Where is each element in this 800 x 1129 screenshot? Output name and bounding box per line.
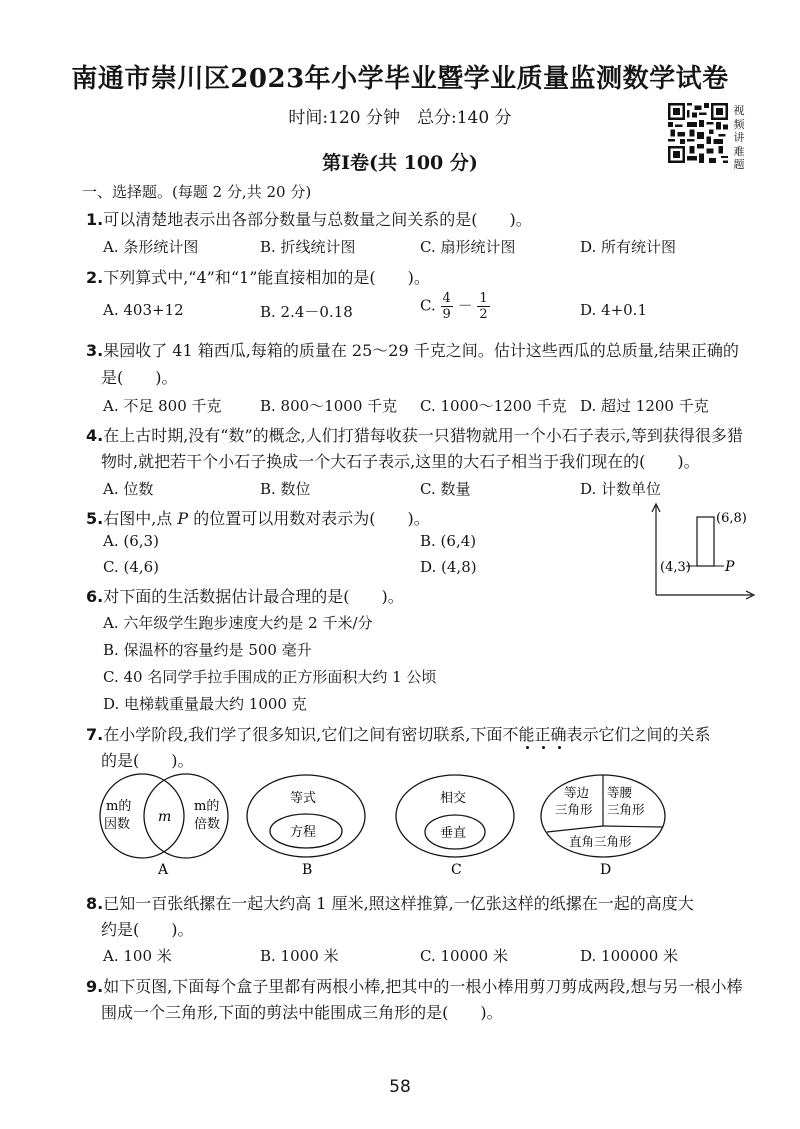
option-d: D. 计数单位 <box>580 480 662 498</box>
question-number: 8. <box>86 894 104 913</box>
venn-label: 垂直 <box>440 826 467 841</box>
question-number: 9. <box>86 977 104 996</box>
rectangle-shape <box>697 517 714 566</box>
venn-label: 直角三角形 <box>569 834 632 849</box>
question-9-line2: 围成一个三角形,下面的剪法中能围成三角形的是( )。 <box>101 1003 503 1022</box>
option-c: C. 扇形统计图 <box>420 238 516 256</box>
question-number: 5. <box>86 509 104 528</box>
venn-label: m <box>158 809 172 825</box>
venn-label: 因数 <box>104 817 131 832</box>
emphasis-char: 确 <box>550 725 567 744</box>
figure-a <box>100 774 228 878</box>
question-4-line2: 物时,就把若干个小石子换成一个大石子表示,这里的大石子相当于我们现在的( )。 <box>101 452 700 471</box>
option-c: C. 数量 <box>420 480 471 498</box>
figure-label: B <box>302 862 313 878</box>
venn-label: 方程 <box>290 825 317 840</box>
question-number: 6. <box>86 587 104 606</box>
figure-b <box>247 775 365 878</box>
question-7 <box>86 722 711 745</box>
option-c: C. (4,6) <box>103 558 160 576</box>
option-c <box>420 291 490 322</box>
figure-label: A <box>158 862 169 878</box>
question-text: 下列算式中,“4”和“1”能直接相加的是( )。 <box>103 268 430 287</box>
question-text: 在上古时期,没有“数”的概念,人们打猎每收获一只猎物就用一个小石子表示,等到获得很多猎 <box>103 426 743 445</box>
coordinate-figure <box>640 500 760 605</box>
question-5 <box>86 506 430 529</box>
option-c: C. 40 名同学手拉手围成的正方形面积大约 1 公顷 <box>103 668 437 686</box>
emphasis-char: 正 <box>534 725 551 744</box>
question-text: 如下页图,下面每个盒子里都有两根小棒,把其中的一根小棒用剪刀剪成两段,想与另一根小棒 <box>103 977 743 996</box>
option-d: D. (4,8) <box>420 558 477 576</box>
question-8 <box>86 891 694 914</box>
question-text: 可以清楚地表示出各部分数量与总数量之间关系的是( )。 <box>103 210 532 229</box>
option-a: A. 条形统计图 <box>103 238 199 256</box>
option-d: D. 电梯载重量最大约 1000 克 <box>103 695 307 713</box>
fraction-one-half: $\frac{1}{2}$ <box>479 291 488 322</box>
option-a: A. 六年级学生跑步速度大约是 2 千米/分 <box>103 614 373 632</box>
label-p: P <box>725 559 735 575</box>
venn-label: 等边 <box>564 785 590 800</box>
option-a: A. (6,3) <box>103 532 159 550</box>
option-b: B. 保温杯的容量约是 500 毫升 <box>103 641 312 659</box>
question-number: 3. <box>86 341 104 360</box>
venn-label: 倍数 <box>194 817 221 832</box>
venn-label: 三角形 <box>555 802 593 817</box>
question-7-line2: 的是( )。 <box>101 751 194 770</box>
figure-label: D <box>600 862 612 878</box>
venn-label: 相交 <box>440 791 467 806</box>
question-text: 对下面的生活数据估计最合理的是( )。 <box>103 587 404 606</box>
venn-label: 等式 <box>290 791 317 806</box>
question-1 <box>86 207 532 230</box>
question-text: 在小学阶段,我们学了很多知识,它们之间有密切联系,下面不 <box>103 725 519 744</box>
venn-figures <box>90 770 690 880</box>
question-text: 的位置可以用数对表示为( )。 <box>188 509 430 528</box>
venn-label: 三角形 <box>607 802 645 817</box>
option-d: D. 4+0.1 <box>580 301 647 319</box>
emphasis-char: 能 <box>518 725 535 744</box>
figure-c <box>396 775 514 878</box>
label-6-8: (6,8) <box>716 511 747 526</box>
option-d: D. 100000 米 <box>580 947 679 965</box>
exam-time-score: 时间:120 分钟 总分:140 分 <box>288 108 512 128</box>
page-number: 58 <box>389 1077 411 1097</box>
venn-label: m的 <box>194 799 220 814</box>
option-a: A. 不足 800 千克 <box>103 397 222 415</box>
option-b: B. (6,4) <box>420 532 477 550</box>
question-3 <box>86 338 739 361</box>
option-b: B. 800～1000 千克 <box>260 397 398 415</box>
question-text: 表示它们之间的关系 <box>566 725 711 744</box>
question-text: 果园收了 41 箱西瓜,每箱的质量在 25～29 千克之间。估计这些西瓜的总质量,结果正确的 <box>103 341 739 360</box>
option-a: A. 403+12 <box>103 301 184 319</box>
figure-d <box>541 775 665 878</box>
exam-title: 南通市崇川区2023年小学毕业暨学业质量监测数学试卷 <box>71 64 729 94</box>
question-text: 已知一百张纸摞在一起大约高 1 厘米,照这样推算,一亿张这样的纸摞在一起的高度大 <box>103 894 694 913</box>
question-9 <box>86 974 742 997</box>
venn-label: 等腰 <box>607 785 633 800</box>
option-a: A. 100 米 <box>103 947 172 965</box>
question-text: 右图中,点 <box>103 509 178 528</box>
option-d: D. 超过 1200 千克 <box>580 397 709 415</box>
question-3-line2: 是( )。 <box>101 368 178 387</box>
question-6 <box>86 584 404 607</box>
question-number: 7. <box>86 725 104 744</box>
question-4 <box>86 423 743 446</box>
option-c: C. 1000～1200 千克 <box>420 397 567 415</box>
option-label: C. <box>420 296 436 315</box>
fraction-four-ninths: $\frac{4}{9}$ <box>442 291 451 322</box>
option-b: B. 折线统计图 <box>260 238 356 256</box>
minus-sign: － <box>457 296 473 315</box>
option-b: B. 1000 米 <box>260 947 339 965</box>
question-number: 4. <box>86 426 104 445</box>
question-number: 2. <box>86 268 104 287</box>
option-b: B. 2.4－0.18 <box>260 303 353 321</box>
venn-label: m的 <box>106 799 132 814</box>
question-2 <box>86 265 430 288</box>
section-heading: 第Ⅰ卷(共 100 分) <box>322 152 478 174</box>
label-4-3: (4,3) <box>660 560 691 575</box>
option-d: D. 所有统计图 <box>580 238 677 256</box>
option-a: A. 位数 <box>103 480 154 498</box>
qr-caption: 视频讲难题 <box>733 104 745 171</box>
option-b: B. 数位 <box>260 480 311 498</box>
point-p: P <box>177 509 189 528</box>
question-number: 1. <box>86 210 104 229</box>
option-c: C. 10000 米 <box>420 947 508 965</box>
question-8-line2: 约是( )。 <box>101 920 194 939</box>
figure-label: C <box>451 862 462 878</box>
part-heading: 一、选择题。(每题 2 分,共 20 分) <box>82 183 312 201</box>
